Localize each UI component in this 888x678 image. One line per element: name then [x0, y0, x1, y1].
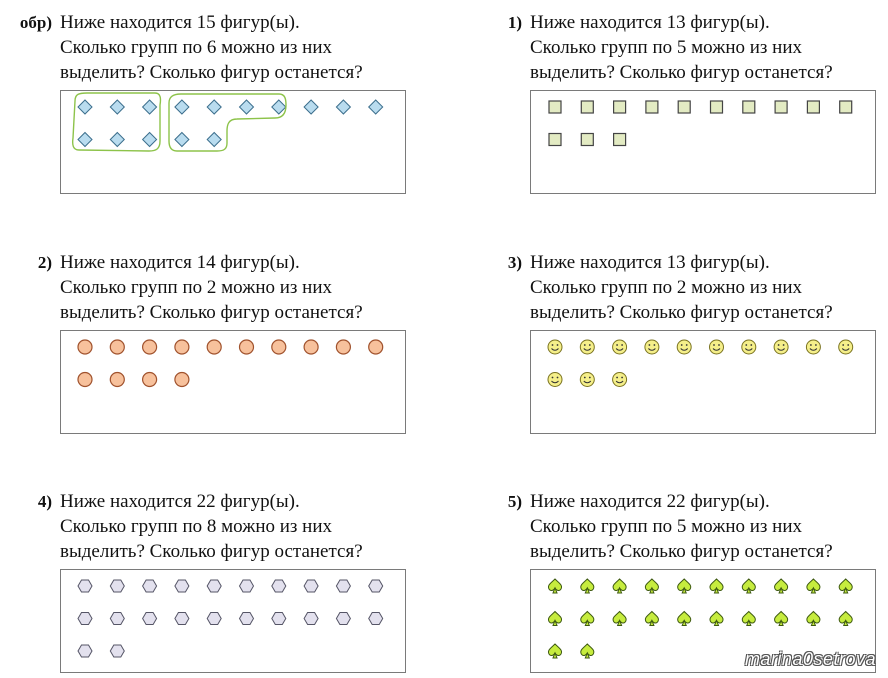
task-line-2: Сколько групп по 5 можно из них: [530, 516, 803, 537]
task-line-1: Ниже находится 15 фигур(ы).: [60, 12, 300, 33]
task-label: 5): [507, 492, 522, 511]
smiley-icon: [548, 340, 562, 354]
square-icon: [646, 101, 658, 113]
circle-icon: [78, 373, 92, 387]
spade-icon: [548, 579, 561, 593]
diamond-icon: [369, 100, 383, 114]
circle-icon: [207, 340, 221, 354]
spade-icon: [839, 579, 852, 593]
hexagon-icon: [369, 612, 383, 624]
watermark: marina0setrova: [744, 649, 876, 669]
task-line-1: Ниже находится 22 фигур(ы).: [60, 491, 300, 512]
task-line-3: выделить? Сколько фигур останется?: [530, 62, 833, 83]
smiley-icon: [548, 373, 562, 387]
hexagon-icon: [304, 612, 318, 624]
hexagon-icon: [207, 580, 221, 592]
diamond-icon: [304, 100, 318, 114]
task-line-2: Сколько групп по 5 можно из них: [530, 37, 803, 58]
hexagon-icon: [336, 580, 350, 592]
task-text: [60, 10, 390, 85]
square-icon: [840, 101, 852, 113]
hexagon-icon: [240, 612, 254, 624]
figure-box: [530, 330, 876, 434]
spade-icon: [645, 612, 658, 626]
diamond-icon: [175, 133, 189, 147]
diamond-icon: [207, 100, 221, 114]
hexagon-icon: [78, 612, 92, 624]
diamond-icon: [78, 133, 92, 147]
hexagon-icon: [175, 580, 189, 592]
figure-box: [60, 569, 406, 673]
figure-area: [61, 331, 405, 433]
smiley-icon: [580, 340, 594, 354]
spade-icon: [775, 612, 788, 626]
spade-icon: [581, 579, 594, 593]
spade-icon: [613, 612, 626, 626]
hexagon-icon: [110, 580, 124, 592]
task-text: [530, 10, 860, 85]
hexagon-icon: [78, 645, 92, 657]
smiley-icon: [677, 340, 691, 354]
square-icon: [775, 101, 787, 113]
spade-icon: [581, 612, 594, 626]
smiley-icon: [839, 340, 853, 354]
task-label: 1): [507, 13, 522, 32]
smiley-icon: [645, 340, 659, 354]
circle-icon: [175, 373, 189, 387]
task-line-3: выделить? Сколько фигур останется?: [60, 302, 363, 323]
figure-area: [61, 570, 405, 672]
task-line-1: Ниже находится 14 фигур(ы).: [60, 252, 300, 273]
square-icon: [614, 101, 626, 113]
spade-icon: [548, 644, 561, 658]
spade-icon: [710, 579, 723, 593]
smiley-icon: [806, 340, 820, 354]
task-line-2: Сколько групп по 6 можно из них: [60, 37, 333, 58]
hexagon-icon: [207, 612, 221, 624]
diamond-icon: [110, 133, 124, 147]
diamond-icon: [143, 100, 157, 114]
hexagon-icon: [143, 612, 157, 624]
circle-icon: [240, 340, 254, 354]
figure-area: [531, 91, 875, 193]
spade-icon: [710, 612, 723, 626]
diamond-icon: [207, 133, 221, 147]
hexagon-icon: [110, 645, 124, 657]
task-label: 2): [37, 253, 52, 272]
spade-icon: [742, 612, 755, 626]
hexagon-icon: [110, 612, 124, 624]
square-icon: [614, 134, 626, 146]
spade-icon: [839, 612, 852, 626]
task-line-1: Ниже находится 22 фигур(ы).: [530, 491, 770, 512]
figure-box: [60, 330, 406, 434]
hexagon-icon: [272, 612, 286, 624]
circle-icon: [110, 340, 124, 354]
task-text: [530, 489, 860, 564]
smiley-icon: [774, 340, 788, 354]
spade-icon: [775, 579, 788, 593]
smiley-icon: [742, 340, 756, 354]
square-icon: [807, 101, 819, 113]
spade-icon: [678, 612, 691, 626]
circle-icon: [369, 340, 383, 354]
task-label: 3): [507, 253, 522, 272]
circle-icon: [143, 340, 157, 354]
hexagon-icon: [240, 580, 254, 592]
task-text: [530, 250, 860, 325]
spade-icon: [613, 579, 626, 593]
task-line-3: выделить? Сколько фигур останется?: [530, 541, 833, 562]
task-text: [60, 489, 390, 564]
diamond-icon: [143, 133, 157, 147]
spade-icon: [548, 612, 561, 626]
diamond-icon: [336, 100, 350, 114]
square-icon: [678, 101, 690, 113]
task-line-3: выделить? Сколько фигур останется?: [530, 302, 833, 323]
square-icon: [549, 101, 561, 113]
spade-icon: [581, 644, 594, 658]
square-icon: [711, 101, 723, 113]
task-line-1: Ниже находится 13 фигур(ы).: [530, 252, 770, 273]
hexagon-icon: [272, 580, 286, 592]
hexagon-icon: [369, 580, 383, 592]
spade-icon: [807, 612, 820, 626]
task-line-1: Ниже находится 13 фигур(ы).: [530, 12, 770, 33]
task-text: [60, 250, 390, 325]
figure-area: [531, 331, 875, 433]
hexagon-icon: [304, 580, 318, 592]
smiley-icon: [710, 340, 724, 354]
circle-icon: [78, 340, 92, 354]
circle-icon: [175, 340, 189, 354]
spade-icon: [807, 579, 820, 593]
diamond-icon: [240, 100, 254, 114]
smiley-icon: [580, 373, 594, 387]
task-label: обр): [19, 13, 52, 32]
square-icon: [549, 134, 561, 146]
figure-box: [530, 90, 876, 194]
task-line-2: Сколько групп по 8 можно из них: [60, 516, 333, 537]
spade-icon: [678, 579, 691, 593]
diamond-icon: [78, 100, 92, 114]
circle-icon: [304, 340, 318, 354]
circle-icon: [110, 373, 124, 387]
diamond-icon: [272, 100, 286, 114]
figure-area: [61, 91, 405, 193]
square-icon: [581, 101, 593, 113]
task-line-2: Сколько групп по 2 можно из них: [60, 277, 333, 298]
hexagon-icon: [78, 580, 92, 592]
task-line-3: выделить? Сколько фигур останется?: [60, 541, 363, 562]
square-icon: [581, 134, 593, 146]
smiley-icon: [613, 340, 627, 354]
task-label: 4): [37, 492, 52, 511]
diamond-icon: [175, 100, 189, 114]
square-icon: [743, 101, 755, 113]
task-line-2: Сколько групп по 2 можно из них: [530, 277, 803, 298]
circle-icon: [272, 340, 286, 354]
hexagon-icon: [336, 612, 350, 624]
circle-icon: [336, 340, 350, 354]
spade-icon: [645, 579, 658, 593]
hexagon-icon: [175, 612, 189, 624]
hexagon-icon: [143, 580, 157, 592]
task-line-3: выделить? Сколько фигур останется?: [60, 62, 363, 83]
spade-icon: [742, 579, 755, 593]
figure-box: [60, 90, 406, 194]
circle-icon: [143, 373, 157, 387]
diamond-icon: [110, 100, 124, 114]
smiley-icon: [613, 373, 627, 387]
